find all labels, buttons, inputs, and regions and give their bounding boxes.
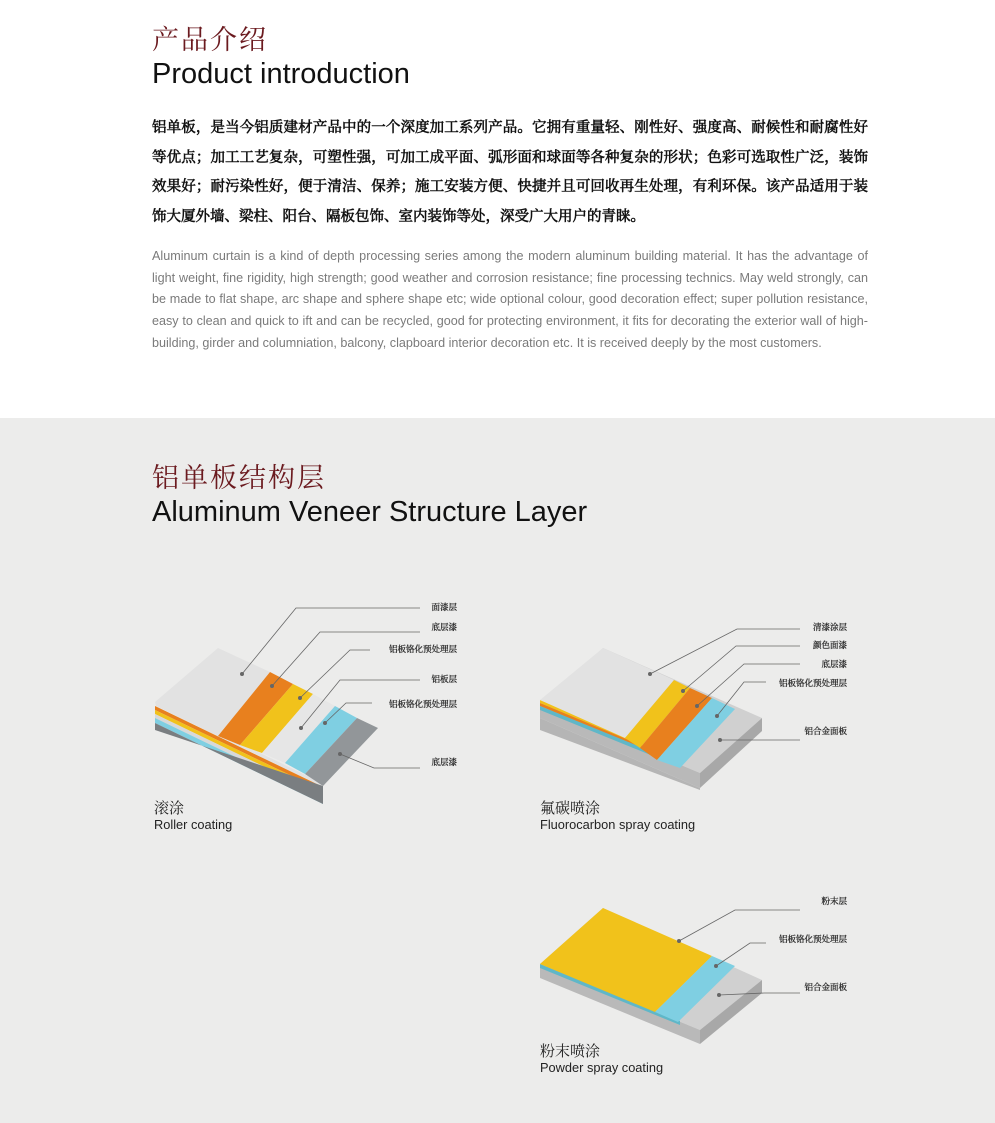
intro-body-cn: 铝单板，是当今铝质建材产品中的一个深度加工系列产品。它拥有重量轻、刚性好、强度高、耐候性和耐腐性好等优点；加工工艺复杂，可塑性强，可加工成平面、弧形面和球面等各种复杂的形状；色彩可选取性广泛，装饰效果好；耐污染性好，便于清洁、保养；施工安装方便、快捷并且可回收再生处理，有利环保。该产品适用于装饰大厦外墙、梁柱、阳台、隔板包饰、室内装饰等处，深受广大用户的青睐。: [152, 120, 868, 225]
powder-caption-en: Powder spray coating: [540, 1060, 664, 1075]
roller-label-topcoat: 面漆层: [431, 603, 457, 613]
structure-title-cn: 铝单板结构层: [152, 463, 326, 494]
roller-caption-cn: 滚涂: [154, 799, 185, 817]
fluoro-label-primer: 底层漆: [821, 660, 847, 670]
powder-label-powder: 粉末层: [821, 897, 847, 907]
roller-label-chromate-1: 铝板铬化预处理层: [388, 645, 457, 655]
powder-label-chromate: 铝板铬化预处理层: [778, 935, 847, 945]
fluoro-label-substrate: 铝合金面板: [804, 727, 847, 737]
structure-layer-section: [0, 418, 995, 1123]
roller-label-primer: 底层漆: [431, 623, 457, 633]
intro-title-cn: 产品介绍: [152, 25, 268, 56]
product-introduction-section: [0, 0, 995, 418]
powder-diagram: [540, 896, 847, 1044]
roller-label-chromate-2: 铝板铬化预处理层: [388, 700, 457, 710]
roller-label-aluminum: 铝板层: [431, 675, 457, 685]
roller-caption-en: Roller coating: [154, 817, 233, 832]
fluoro-caption-cn: 氟碳喷涂: [540, 799, 601, 817]
structure-title-en: Aluminum Veneer Structure Layer: [152, 496, 588, 528]
powder-caption-cn: 粉末喷涂: [540, 1042, 601, 1060]
powder-label-substrate: 铝合金面板: [804, 983, 847, 993]
roller-label-back-primer: 底层漆: [431, 758, 457, 768]
fluoro-label-chromate: 铝板铬化预处理层: [778, 679, 847, 689]
structure-diagrams: [0, 418, 995, 1123]
intro-title-en: Product introduction: [152, 58, 410, 90]
fluorocarbon-diagram: [540, 622, 847, 790]
intro-body-en: Aluminum curtain is a kind of depth processing series among the modern aluminum building material. It has the advantage of light weight, fine rigidity, high strength; good weather and corrosion resistance; fine processing technics. May weld strongly, can be made to flat shape, arc shape and sphere shape etc; wide optional colour, good decoration effect; super pollution resistance, easy to clean and quick to ift and can be recycled, good for protecting environment, it fits for decorating the exterior wall of high-building, girder and columniation, balcony, clapboard interior decoration etc. It is received deeply by the most customers.: [152, 249, 868, 350]
fluoro-caption-en: Fluorocarbon spray coating: [540, 817, 696, 832]
fluoro-label-color: 颜色面漆: [812, 641, 847, 651]
roller-coating-diagram: [155, 486, 457, 851]
fluoro-label-clearcoat: 清漆涂层: [812, 623, 847, 633]
